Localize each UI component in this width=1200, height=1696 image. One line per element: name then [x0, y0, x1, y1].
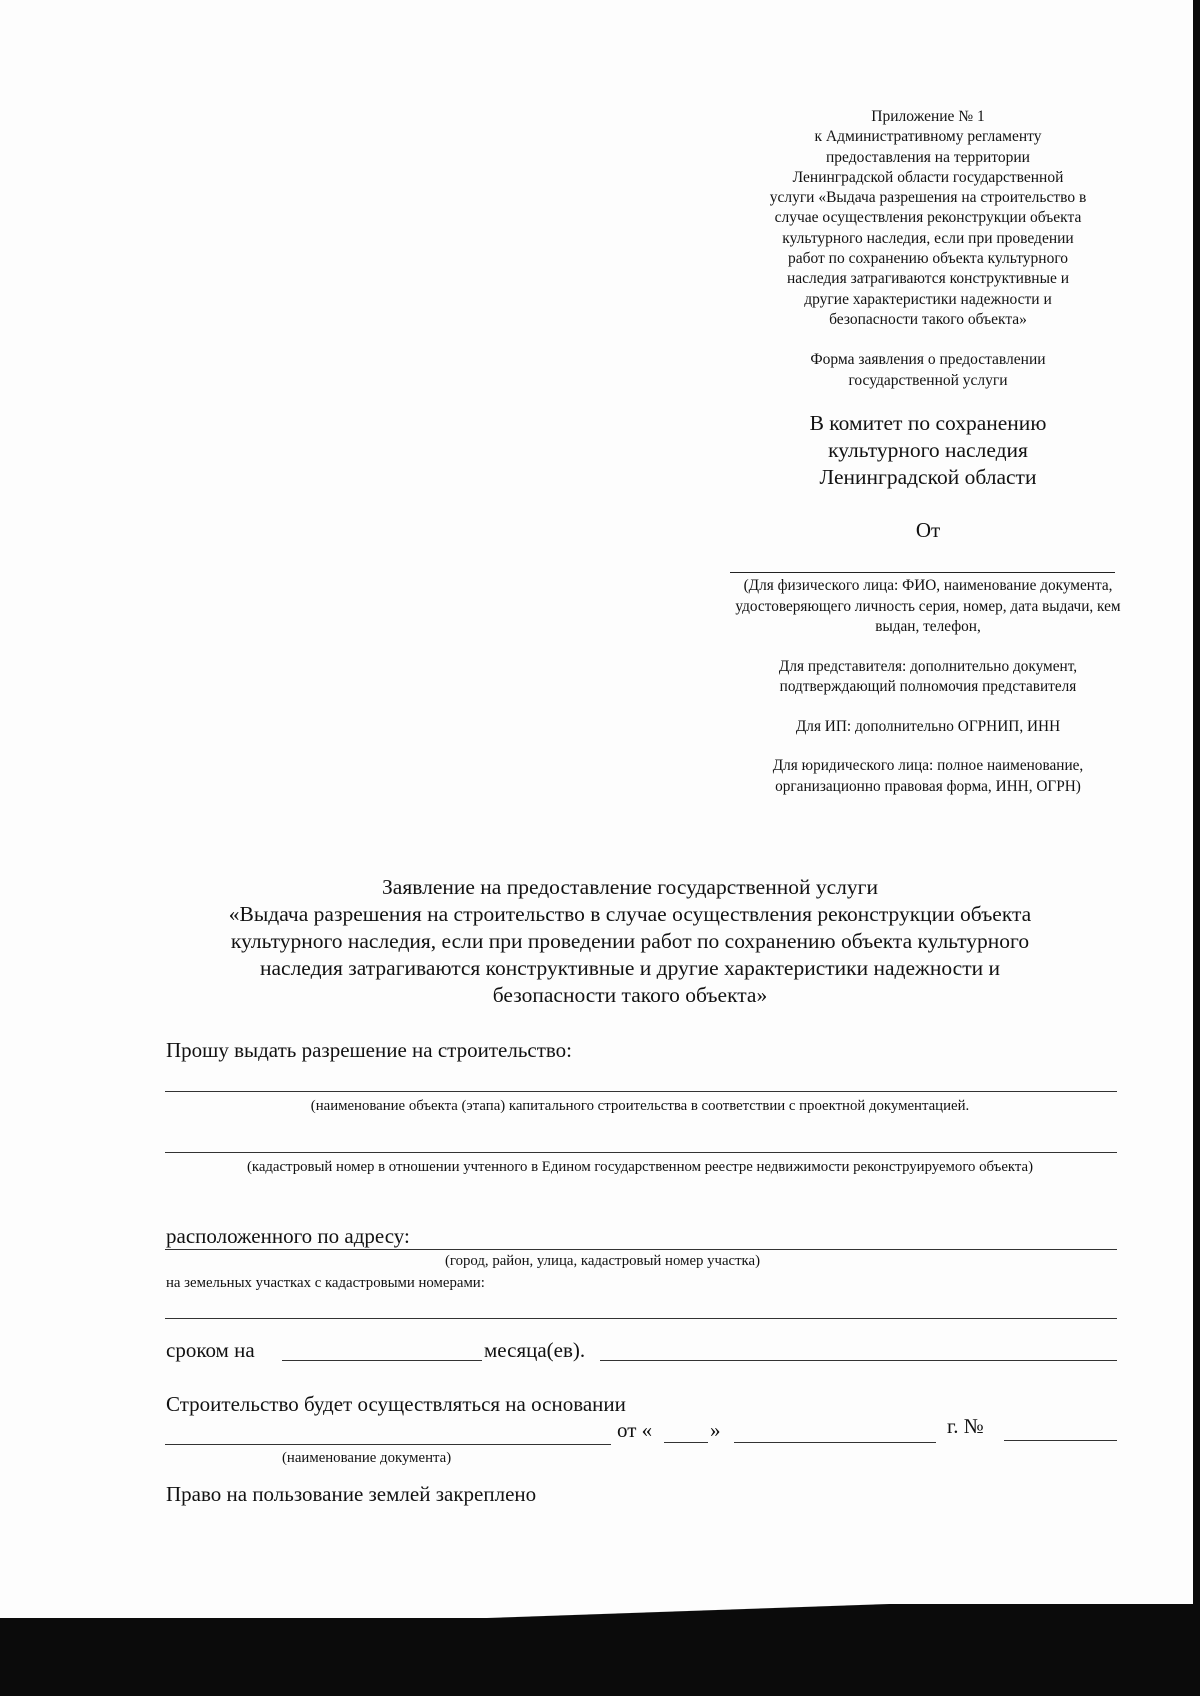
appendix-line: услуги «Выдача разрешения на строительство в	[769, 189, 1087, 207]
cadastral-field-line[interactable]	[165, 1152, 1117, 1153]
appendix-line: случае осуществления реконструкции объекта	[774, 209, 1082, 227]
date-month-field-line[interactable]	[734, 1442, 936, 1443]
form-caption-line: государственной услуги	[848, 372, 1008, 389]
applicant-hints	[728, 576, 1128, 816]
hint-legal-entity: Для юридического лица: полное наименование, организационно правовая форма, ИНН, ОГРН)	[772, 757, 1084, 795]
term-field-line[interactable]	[282, 1360, 482, 1361]
appendix-line: наследия затрагиваются конструктивные и	[786, 270, 1070, 288]
appendix-line: предоставления на территории	[826, 148, 1030, 166]
form-caption-line: Форма заявления о предоставлении	[810, 351, 1046, 368]
addressee	[728, 410, 1128, 491]
land-plots-label: на земельных участках с кадастровыми номерами:	[166, 1275, 485, 1291]
appendix-line: безопасности такого объекта»	[829, 310, 1027, 328]
term-rest-line	[600, 1360, 1117, 1361]
hint-entrepreneur: Для ИП: дополнительно ОГРНИП, ИНН	[795, 717, 1061, 735]
quote-close: »	[710, 1418, 721, 1442]
address-hint: (город, район, улица, кадастровый номер участка)	[445, 1253, 761, 1269]
scan-edge-right	[1193, 0, 1200, 1620]
title-line: безопасности такого объекта»	[492, 983, 768, 1007]
land-plots-field-line[interactable]	[165, 1318, 1117, 1319]
object-name-field-line[interactable]	[165, 1091, 1117, 1092]
appendix-line: Приложение № 1	[871, 108, 985, 125]
cadastral-hint: (кадастровый номер в отношении учтенного в Едином государственном реестре недвижимости реконструируемого объекта)	[246, 1159, 1034, 1175]
appendix-line: работ по сохранению объекта культурного	[787, 250, 1069, 268]
date-day-field-line[interactable]	[664, 1442, 708, 1443]
scan-bottom-band	[0, 1618, 1200, 1696]
object-name-hint: (наименование объекта (этапа) капитального строительства в соответствии с проектной документацией.	[310, 1098, 970, 1114]
addressee-line: культурного наследия	[828, 438, 1028, 462]
title-line: культурного наследия, если при проведении работ по сохранению объекта культурного	[230, 929, 1030, 953]
title-line: наследия затрагиваются конструктивные и другие характеристики надежности и	[259, 956, 1001, 980]
form-caption	[728, 349, 1128, 391]
request-text: Прошу выдать разрешение на строительство:	[166, 1038, 573, 1062]
document-number-field-line[interactable]	[1004, 1440, 1117, 1441]
hint-representative: Для представителя: дополнительно документ, подтверждающий полномочия представителя	[778, 657, 1078, 695]
address-label: расположенного по адресу:	[166, 1224, 410, 1248]
year-number-label: г. №	[947, 1414, 984, 1438]
basis-label: Строительство будет осуществляться на основании	[166, 1392, 626, 1416]
document-name-hint: (наименование документа)	[282, 1450, 452, 1466]
title-line: «Выдача разрешения на строительство в случае осуществления реконструкции объекта	[228, 902, 1032, 926]
addressee-line: В комитет по сохранению	[809, 411, 1047, 435]
appendix-line: к Административному регламенту	[814, 128, 1042, 146]
appendix-line: культурного наследия, если при проведении	[782, 229, 1074, 247]
term-label: сроком на	[166, 1338, 255, 1362]
from-label: От	[915, 518, 941, 542]
appendix-line: Ленинградской области государственной	[792, 168, 1064, 186]
applicant-field-line[interactable]	[730, 572, 1115, 573]
term-unit: месяца(ев).	[484, 1338, 586, 1362]
address-field-line[interactable]	[165, 1249, 1117, 1250]
appendix-line: другие характеристики надежности и	[804, 290, 1052, 308]
land-right-label: Право на пользование землей закреплено	[166, 1482, 537, 1506]
basis-document-field-line[interactable]	[165, 1444, 611, 1445]
addressee-line: Ленинградской области	[819, 465, 1037, 489]
hint-individual: (Для физического лица: ФИО, наименование документа, удостоверяющего личность серия, номер, дата выдачи, кем выдан, телефон,	[735, 577, 1121, 635]
from-date-label: от «	[617, 1418, 653, 1442]
title-line: Заявление на предоставление государственной услуги	[382, 875, 878, 899]
document-title	[150, 874, 1110, 1009]
appendix-header	[728, 107, 1128, 330]
